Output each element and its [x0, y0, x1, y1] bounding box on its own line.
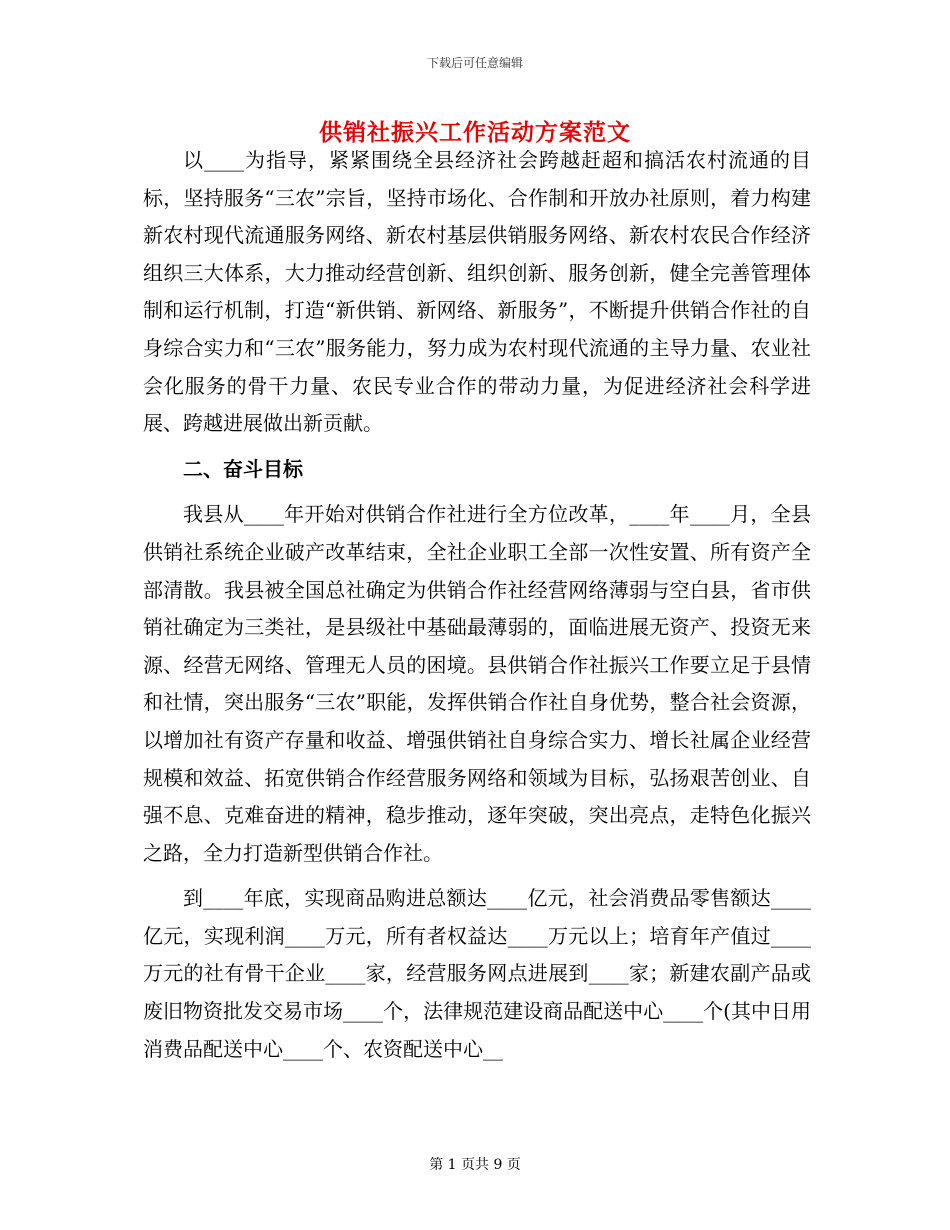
document-title: 供销社振兴工作活动方案范文	[319, 119, 631, 146]
document-body	[143, 142, 811, 1068]
paragraph-gap	[143, 443, 811, 451]
paragraph-background: 我县从____年开始对供销合作社进行全方位改革，____年____月，全县供销社系统企业破产改革结束，全社企业职工全部一次性安置、所有资产全部清散。我县被全国总社确定为供销合作社经营网络薄弱与空白县，省市供销社确定为三类社，是县级社中基础最薄弱的，面临进展无资产、投资无来源、经营无网络、管理无人员的困境。县供销合作社振兴工作要立足于县情和社情，突出服务“三农”职能，发挥供销合作社自身优势，整合社会资源，以增加社有资产存量和收益、增强供销社自身综合实力、增长社属企业经营规模和效益、拓宽供销合作经营服务网络和领域为目标，弘扬艰苦创业、自强不息、克难奋进的精神，稳步推动，逐年突破，突出亮点，走特色化振兴之路，全力打造新型供销合作社。	[143, 502, 811, 865]
section-heading-goals: 二、奋斗目标	[183, 456, 303, 481]
page-footer: 第 1 页共 9 页	[429, 1157, 521, 1173]
header-note: 下载后可任意编辑	[426, 56, 523, 70]
paragraph-guiding-principle: 以____为指导，紧紧围绕全县经济社会跨越赶超和搞活农村流通的目标，坚持服务“三农”宗旨，坚持市场化、合作制和开放办社原则，着力构建新农村现代流通服务网络、新农村基层供销服务网络、新农村农民合作经济组织三大体系，大力推动经营创新、组织创新、服务创新，健全完善管理体制和运行机制，打造“新供销、新网络、新服务”，不断提升供销合作社的自身综合实力和“三农”服务能力，努力成为农村现代流通的主导力量、农业社会化服务的骨干力量、农民专业合作的带动力量，为促进经济社会科学进展、跨越进展做出新贡献。	[143, 148, 811, 436]
paragraph-gap	[143, 872, 811, 880]
paragraph-gap	[143, 488, 811, 496]
paragraph-targets: 到____年底，实现商品购进总额达____亿元，社会消费品零售额达____亿元，实现利润____万元，所有者权益达____万元以上；培育年产值过____万元的社有骨干企业____家，经营服务网点进展到____家；新建农副产品或废旧物资批发交易市场____个，法律规范建设商品配送中心____个(其中日用消费品配送中心____个、农资配送中心__	[143, 886, 811, 1061]
